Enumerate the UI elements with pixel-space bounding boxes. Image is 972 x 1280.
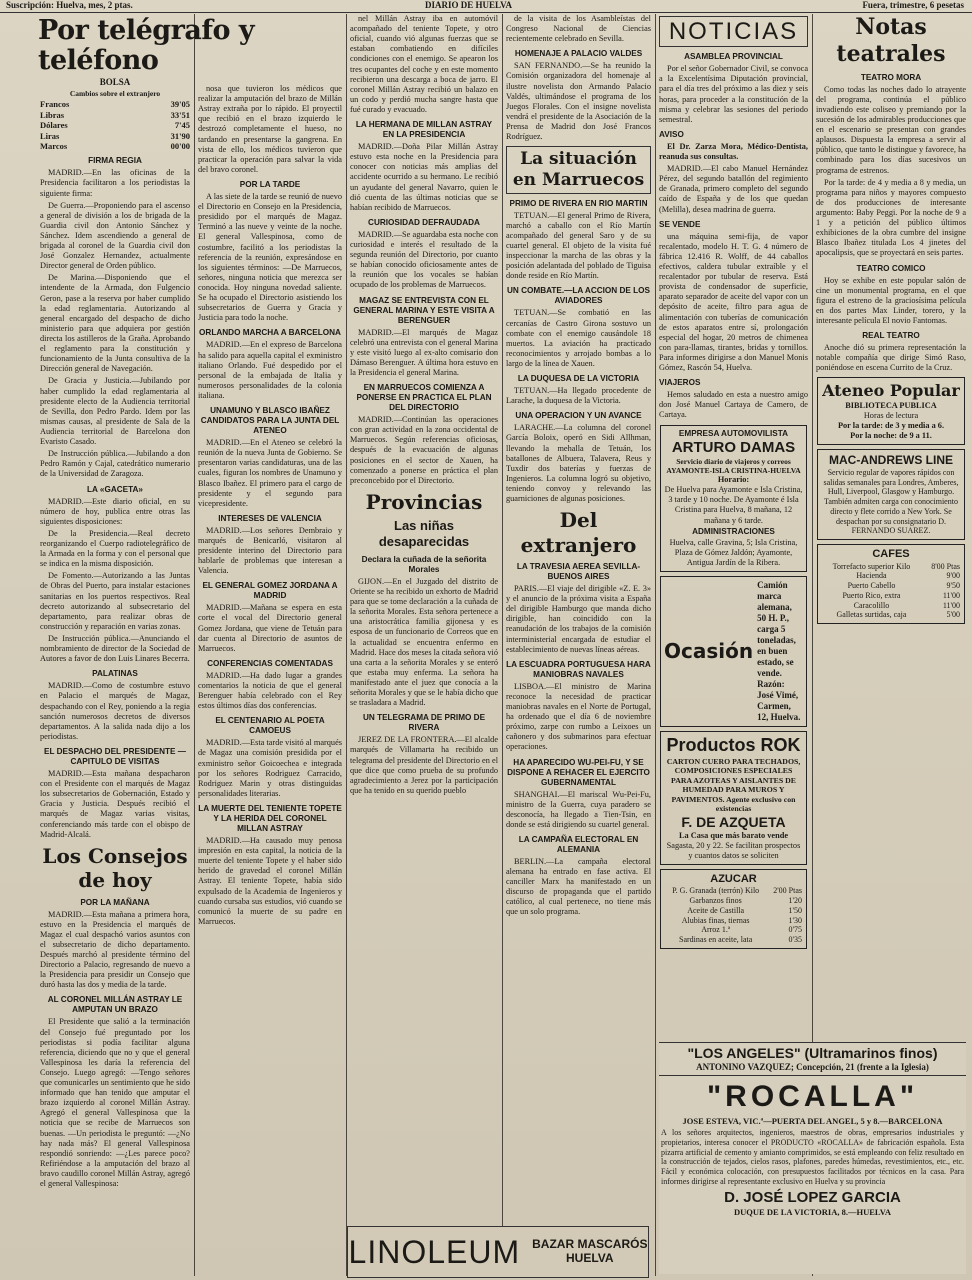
- ad-title: "ROCALLA": [706, 1080, 919, 1114]
- table-row: Arroz 1.ª 0'75: [701, 925, 802, 935]
- table-row: Sardinas en aceite, lata 0'35: [679, 935, 802, 945]
- ad-text: Por la noche: de 9 a 11.: [850, 431, 932, 441]
- article-heading: LA CAMPAÑA ELECTORAL EN ALEMANIA: [518, 834, 639, 854]
- article-paragraph: MADRID.—Esta mañana a primera hora, estuvo en la Presidencia el marqués de Magaz el cual despachó varios asuntos con el subsecretario de dicho departamento. Después marchó al presidente término del Directorio a Palacio, regresando de nuevo a la Presidencia para presidir un Consejo que duró hasta las dos y media de la tarde.: [40, 909, 190, 990]
- noticias-title: NOTICIAS: [659, 16, 808, 47]
- ad-heading: EMPRESA AUTOMOVILISTA: [678, 428, 789, 438]
- table-row: Galletas surtidas, caja 5'00: [836, 610, 960, 620]
- article-heading: FIRMA REGIA: [88, 156, 142, 166]
- notas-title: Notas teatrales: [836, 14, 946, 67]
- column-5: [659, 14, 808, 945]
- article-heading: UNA OPERACION Y UN AVANCE: [515, 411, 642, 421]
- article-paragraph: MADRID.—Este diario oficial, en su número de hoy, publica entre otras las siguientes disposiciones:: [40, 496, 190, 526]
- article-paragraph: Hoy se exhibe en este popular salón de cine un monumental programa, en el que figura el estreno de la graciosísima película en dos partes Max Linder, torero, y la interesante película El novio Fantomas.: [816, 275, 966, 325]
- article-paragraph: SHANGHAI.—El mariscal Wu-Pei-Fu, ministro de la Guerra, cuya paradero se desconocía, ha llegado a Tien-Tsin, en donde se está dirigiendo su cuartel general.: [506, 789, 651, 829]
- article-heading: HA APARECIDO WU-PEI-FU, Y SE DISPONE A REHACER EL EJERCITO GUBERNAMENTAL: [507, 757, 650, 787]
- article-heading: INTERESES DE VALENCIA: [218, 513, 322, 523]
- article-heading: UN TELEGRAMA DE PRIMO DE RIVERA: [362, 713, 486, 733]
- ad-address: DUQUE DE LA VICTORIA, 8.—HUELVA: [734, 1206, 891, 1217]
- ad-title: LINOLEUM: [348, 1233, 521, 1270]
- article-paragraph: De la Presidencia.—Real decreto reorganizando el Cuerpo radiotelegráfico de la Armada en la forma y con el personal que se indica en la misma disposición.: [40, 528, 190, 569]
- article-paragraph: MADRID.—El cabo Manuel Hernández Pérez, del segundo batallón del regimiento de Granada, primero completo del segundo caído de España y de los que quedan (Melilla), desea madrina de guerra.: [659, 164, 808, 214]
- ad-text: [532, 1238, 647, 1266]
- article-heading: EL CENTENARIO AL POETA CAMOEUS: [215, 716, 325, 736]
- article-paragraph: MADRID.—Como de costumbre estuvo en Palacio el marqués de Magaz, despachando con el Rey, poniendo a la regia sanción numerosos decretos de diversos departamentos. A la salida nada dijo a los periodistas.: [40, 681, 190, 741]
- article-heading: UN COMBATE.—LA ACCION DE LOS AVIADORES: [507, 286, 650, 306]
- ateneo-ad: [817, 377, 965, 445]
- ad-label: ADMINISTRACIONES: [692, 526, 775, 536]
- ad-text: CARTON CUERO PARA TECHADOS, COMPOSICIONES ESPECIALES PARA AZOTEAS Y AISLANTES DE HUMEDAD PARA MUROS Y PAVIMENTOS. Agente exclusivo con existencias: [666, 756, 801, 814]
- table-row: Caracolillo 11'00: [853, 600, 960, 610]
- article-paragraph: MADRID.—En las oficinas de la Presidencia facilitaron a los periodistas la siguiente firma:: [40, 168, 190, 198]
- bolsa-heading: BOLSA: [99, 77, 131, 88]
- article-heading: CURIOSIDAD DEFRAUDADA: [368, 217, 480, 227]
- telegraph-title: Por telégrafo y teléfono: [38, 15, 255, 76]
- article-heading: EL DESPACHO DEL PRESIDENTE —CAPITULO DE VISITAS: [44, 746, 186, 766]
- azucar-ad: [660, 869, 807, 949]
- ad-text: JOSE ESTEVA, VIC.ª—PUERTA DEL ANGEL, 5 y 8.—BARCELONA: [682, 1115, 943, 1126]
- article-heading: TEATRO MORA: [860, 72, 922, 82]
- article-paragraph: nel Millán Astray iba en automóvil acompañado del teniente Topete, y otro oficial, cuando vió algunas fuerzas que se estaban combatiendo en difíciles condiciones con el enemigo. Se apearon los tres ocupantes del coche y en este momento recibieron una descarga a boca de jarro. El coronel Millán Astray recibió un balazo en un codo y perdió mucha sangre hasta que fué curado y evacuado.: [350, 14, 498, 114]
- table-row: Puerto Cabello 9'50: [847, 581, 960, 591]
- ad-text: Huelva, calle Gravina, 5; Isla Cristina, Plaza de Gómez Jaldón; Ayamonte, Antigua Jardín de la Ribera.: [669, 537, 798, 567]
- article-heading: POR LA MAÑANA: [80, 897, 150, 907]
- ad-title: Productos ROK: [666, 734, 801, 755]
- article-paragraph: MADRID.—Se aguardaba esta noche con curiosidad e interés el resultado de la segunda reunión del Directorio, por cuanto se habían conocido oficiosamente antes de la reunión que los vocales se habían ocupado de los problemas de Marruecos.: [350, 229, 498, 290]
- article-heading: AVISO: [659, 129, 684, 139]
- article-paragraph: SAN FERNANDO.—Se ha reunido la Comisión organizadora del homenaje al ilustre novelista don Armando Palacio Valdés, ultimándose el programa de los Juegos Florales. Con el insigne novelista vendrá el presidente de la Asociación de la Prensa de Madrid don José Francos Rodríguez.: [506, 61, 651, 142]
- article-paragraph: Por el señor Gobernador Civil, se convoca a la Excelentísima Diputación provincial, para el día tres del próximo a las diez y seis horas, para proceder a la constitución de la misma y celebrar las sesiones del periodo semestral.: [659, 64, 808, 124]
- column-3: [350, 14, 498, 1222]
- ad-address: Sagasta, 20 y 22. Se facilitan prospectos y cuantos datos se soliciten: [666, 840, 801, 860]
- article-paragraph: De Fomento.—Autorizando a las Juntas de Obras del Puerto, para instalar estaciones sanitarias en los puertos respectivos. Real decreto autorizando al subsecretario del departamento, para realizar obras de construcción y reparación en varias zonas.: [40, 571, 190, 631]
- column-6: [816, 14, 966, 934]
- article-paragraph: de la visita de los Asambleístas del Congreso Nacional de Ciencias recientemente celebrado en Sevilla.: [506, 14, 651, 44]
- article-heading: LA DUQUESA DE LA VICTORIA: [517, 374, 640, 384]
- article-paragraph: GIJON.—En el Juzgado del distrito de Oriente se ha recibido un exhorto de Madrid para que se tome declaración a la cuñada de la señorita Morales. Esta señora pertenece a una aristocrática familia gijonesa y es esposa de un funcionario de Correos que en la actualidad se encuentra enfermo en Madrid. Hace dos meses la citada señora vió una carta a la señorita Morales y se enteró que estaba muy enferma. La señora ha manifestado ante el juez que conocía a la señorita Morales y que se le había dicho que se trasladara a Madrid.: [350, 576, 498, 708]
- article-heading: LA TRAVESIA AEREA SEVILLA-BUENOS AIRES: [516, 561, 641, 581]
- table-row: Aceite de Castilla 1'50: [687, 905, 802, 915]
- article-heading: REAL TEATRO: [862, 331, 920, 341]
- article-heading: LA «GACETA»: [87, 484, 143, 494]
- bolsa-subheading: Cambios sobre el extranjero: [69, 89, 161, 99]
- extranjero-title: Del extranjero: [520, 508, 637, 557]
- table-row: Garbanzos finos 1'20: [689, 896, 802, 906]
- column-rule: [502, 14, 503, 1276]
- article-paragraph: El Dr. Zarza Mora, Médico-Dentista, reanuda sus consultas.: [659, 141, 808, 162]
- ad-title: AZUCAR: [710, 872, 757, 885]
- article-paragraph: MADRID.—Ha causado muy penosa impresión en esta capital, la noticia de la muerte del teniente Topete y el haber sido herido de gravedad el coronel Millán Astray. El teniente Topete, había sido expulsado de la Academia de Ingenieros y cuando cursaba sus estudios, vió cuando se comunicó la muerte de su padre en Marruecos.: [198, 836, 342, 926]
- article-paragraph: TETUAN.—Se combatió en las cercanías de Castro Girona sostuvo un combate con el enemigo causándole 18 muertos. La aviación ha practicado reconocimientos y arrojado bombas a lo largo de la línea de Xauen.: [506, 308, 651, 368]
- article-heading: AL CORONEL MILLÁN ASTRAY LE AMPUTAN UN BRAZO: [47, 995, 183, 1015]
- article-paragraph: Por la tarde: de 4 y media a 8 y media, un programa para niños y mayores compuesto de dos producciones de interesante argumento: Baby Peggi. Por la noche de 9 a 1 y a petición del público últimos exhibiciones de la obra cumbre del insigne Blasco Ibañez titulada Los 4 jinetes del apocalipsis, que se proyectará en seis partes.: [816, 177, 966, 258]
- table-row: Dólares 7'45: [40, 120, 190, 131]
- article-heading: TEATRO COMICO: [856, 263, 926, 273]
- table-row: Puerto Rico, extra 11'00: [842, 590, 960, 600]
- table-row: Liras 31'90: [40, 130, 190, 141]
- ad-label: Horario:: [717, 475, 750, 485]
- provincias-subtitle: Las niñas desaparecidas: [378, 518, 470, 550]
- ad-text: ANTONINO VAZQUEZ; Concepción, 21 (frente a la Iglesia): [696, 1062, 929, 1073]
- article-paragraph: MADRID.—Esta tarde visitó al marqués de Magaz una comisión presidida por el exministro señor Goicoechea e integrada por los señores Rodriguez Carracido, Rodriguez Marin y otras distinguidas personalidades literarias.: [198, 738, 342, 798]
- column-rule: [194, 14, 195, 1276]
- column-rule: [655, 14, 656, 1276]
- article-paragraph: MADRID.—Ha dado lugar a grandes comentarios la noticia de que el general Berenguer había celebrado con el Rey estos últimos días dos conferencias.: [198, 670, 342, 711]
- article-heading: LA HERMANA DE MILLAN ASTRAY EN LA PRESIDENCIA: [355, 120, 493, 140]
- table-row: Libras 33'51: [40, 109, 190, 120]
- article-paragraph: De Gracia y Justicia.—Jubilando por haber cumplido la edad reglamentaria al presidente electo de la Audiencia territorial de Sevilla, don Pedro Pardo. Idem por las mismas causas, al presidente de Sala de la Audiencia territorial de Barcelona don Evaristo Casado.: [40, 376, 190, 447]
- column-4: [506, 14, 651, 1222]
- table-row: Francos 39'05: [40, 99, 190, 110]
- article-paragraph: JEREZ DE LA FRONTERA.—El alcalde marqués de Villamarta ha recibido un telegrama del presidente del Directorio en el que dice que como prueba de su profundo agradecimiento a Jerez por la participación que ha tenido en su querido pueblo: [350, 735, 498, 795]
- article-paragraph: LISBOA.—El ministro de Marina reconoce la necesidad de practicar maniobras navales en el Norte de Portugal, ha ordenado que el día 6 de noviembre próximo, zarpe con rumbo a Leixoes un cañonero y dos submarinos para efectuar operaciones.: [506, 681, 651, 752]
- newspaper-name: DIARIO DE HUELVA: [425, 0, 513, 10]
- article-heading: PRIMO DE RIVERA EN RIO MARTIN: [509, 198, 648, 208]
- ad-text: Camión marca alemana, 50 H. P., carga 5 toneladas, en buen estado, se vende. Razón: José Vimé, Carmen, 12, Huelva.: [757, 580, 801, 722]
- bottom-ads: [659, 1042, 966, 1274]
- article-paragraph: MADRID.—Esta mañana despacharon con el Presidente con el marqués de Magaz los subsecretarios de Gobernación, Estado y Gracia y Justicia. Después recibió el marqués de Magaz varias visitas, conferenciando más tarde con el obispo de Madrid-Alcalá.: [40, 768, 190, 839]
- table-row: Alubias finas, tiernas 1'30: [681, 915, 802, 925]
- ad-text: A los señores arquitectos, ingenieros, maestros de obras, empresarios industriales y propietarios, interesa conocer el PRODUCTO «ROCALLA» de fabricación española. Esta pizarra artificial de cemento y amianto comprimidos, se está empleando con feliz resultado en la construcción de tejados, cielos rasos, plafones, paredes húmedas, revestimientos, etc., etc. Fácil y económica colocación, con presupuestos facilitados por técnicos en la casa. Para informes dirigirse al representante exclusivo en Huelva y su provincia: [661, 1128, 964, 1186]
- column-2: [198, 84, 342, 1276]
- subscription-outside: Fuera, trimestre, 6 pesetas: [862, 0, 964, 10]
- cafes-ad: [817, 544, 965, 624]
- article-paragraph: Como todas las noches dado lo atrayente del programa, continúa el público invadiendo este coliseo y premiando por la sucesión de los admirables producciones que en el escenario se presentan con grandes aplausos. Dispuesta la empresa a servir al público, que tanto le distingue y favorece, ha combinado para los días sucesivos un programa de estrenos.: [816, 84, 966, 175]
- article-heading: ORLANDO MARCHA A BARCELONA: [199, 328, 341, 338]
- ad-title: Ateneo Popular: [822, 381, 960, 401]
- column-1: [38, 14, 255, 1276]
- mac-andrews-ad: [817, 449, 965, 540]
- ad-title: CAFES: [872, 548, 910, 561]
- article-paragraph: LARACHE.—La columna del coronel García Boloix, operó en Sidi Allhman, llevando la mehalla de Tetuán, los batallones de Albuera, Talavera, Reus y Tuxdir dos baterías y fuerzas de Ingenieros. La columna logró su objetivo, teniendo convoy y relevando las guarniciones de algunas posiciones.: [506, 423, 651, 504]
- provincias-title: Provincias: [365, 489, 483, 514]
- subscription-local: Suscripción: Huelva, mes, 2 ptas.: [6, 0, 133, 10]
- rocalla-ad: [659, 1076, 966, 1217]
- ad-subtitle: Servicio diario de viajeros y correos AYAMONTE-ISLA CRISTINA-HUELVA: [666, 456, 801, 475]
- article-paragraph: De Marina.—Disponiendo que el intendente de la Armada, don Fulgencio Geron, pase a la reserva por haber cumplido la edad reglamentaria. Autorizando al general encargado del despacho de dicho ministerio para que adquiera por gestión directa los astilleros de la Graña. Aprobando el reglamento para la constitución y funcionamiento de la Junta consultiva de la Dirección general de Navegación.: [40, 273, 190, 374]
- article-heading: POR LA TARDE: [239, 179, 301, 189]
- article-heading: PALATINAS: [92, 669, 138, 679]
- article-heading: MAGAZ SE ENTREVISTA CON EL GENERAL MARINA Y ESTE VISITA A BERENGUER: [353, 295, 495, 325]
- article-paragraph: Anoche dió su primera representación la notable compañía que dirige Simó Raso, poniéndose en escena Currito de la Cruz.: [816, 343, 966, 373]
- article-paragraph: MADRID.—En el expreso de Barcelona ha salido para aquella capital el exministro italiano Orlando. Fué despedido por el personal de la embajada de Italia y numerosos personalidades de la colonia italiana.: [198, 340, 342, 400]
- ad-agent: D. JOSÉ LOPEZ GARCIA: [724, 1188, 901, 1206]
- article-paragraph: El Presidente que salió a la terminación del Consejo fué preguntado por los periodistas si podía facilitar alguna referencia, diciendo que no y que el general Vallespinosa les daría la referencia del Consejo. Luego agregó: —Tengo señores que comunicarles un sentimiento que he sido informado que han tenido que amputar el brazo izquierdo al coronel Millán Astray. Agregó el general Vallespinosa que la noticia que se recibe de Marruecos son buenas. —Un periodista le preguntó: —¿No hay nada más? El general Vallespinosa respondió sonriendo: —¿Les parece poco? Refiriéndose a la amputación del brazo al bravo caudillo coronel Millán Astray, agregó el general Vallespinosa:: [40, 1017, 190, 1189]
- article-heading: VIAJEROS: [659, 378, 701, 388]
- arturo-damas-ad: [660, 425, 807, 572]
- article-paragraph: MADRID.—Mañana se espera en esta corte el vocal del Directorio general Gomez Jordana, que viene de Tetuán para dar cuenta al Directorio de asuntos de Marruecos.: [198, 603, 342, 653]
- ad-title: "LOS ANGELES" (Ultramarinos finos): [687, 1045, 938, 1061]
- ad-shop-name: BAZAR MASCARÓS: [532, 1237, 648, 1252]
- article-paragraph: Hemos saludado en esta a nuestro amigo don José Manuel Cartaya de Camero, de Cartaya.: [659, 390, 808, 420]
- ad-text: De Huelva para Ayamonte e Isla Cristina, 3 tarde y 10 noche. De Ayamonte é Isla Cristina para Huelva, 8 mañana, 12 mañana y 6 tarde.: [664, 485, 803, 525]
- article-paragraph: De Guerra.—Proponiendo para el ascenso a general de división a los de brigada de la Guardia civil don Antonio Sánchez y Sánchez. Idem ascendiendo a general de brigada al coronel de la Guardia civil don José Gonzalez Hernandez, actualmente Director general de Orden público.: [40, 200, 190, 271]
- consejos-title: Los Consejos de hoy: [42, 843, 188, 893]
- masthead: [0, 0, 972, 13]
- article-paragraph: MADRID.—Doña Pilar Millán Astray estuvo esta noche en la Presidencia para conocer con noticias más amplias del accidente ocurrido a su hermano. Le recibió un ayudante del general Navarro, quien le dió cuenta de las últimas noticias que se habían recibido de Marruecos.: [350, 142, 498, 212]
- ad-title: ARTURO DAMAS: [671, 438, 796, 456]
- ad-text: Por la tarde: de 3 y media a 6.: [837, 421, 945, 431]
- article-paragraph: PARIS.—El viaje del dirigible «Z. E. 3» y el anuncio de la próxima visita a España del dirigible Hamburgo que manda dicho dirigible, han coincidido con la reanudación de los trabajos de la comisión interministerial encargada de estudiar el establecimiento de nuevas líneas aéreas.: [506, 583, 651, 654]
- article-heading: ASAMBLEA PROVINCIAL: [684, 52, 783, 62]
- article-heading: SE VENDE: [659, 219, 701, 229]
- article-paragraph: MADRID.—Continúan las operaciones con gran actividad en la zona occidental de Marruecos. Según referencias oficiosas, después de la evacuación de algunas posiciones en el sector de Xauen, ha comenzado a ponerse en práctica el plan preconcebido por el Directorio.: [350, 415, 498, 485]
- ad-agent: F. DE AZQUETA: [681, 813, 786, 830]
- article-paragraph: una máquina semi-fija, de vapor recalentado, modelo H. T. G. 4 número de fábrica 12.416 R. Wolff, de 44 caballos efectivos, caldera tubular extraíble y el recalentador por tubular de reserva. Está provista de condensador de superficie, aparato separador de aceite del vapor con un depósito de aceite, filtro para agua de alimentación con tuberías de comunicación de estos aparatos entre sí, prolongación especial del hogar, 20 metros de chimenea con para-llamas, tirantes, bridas y tornillos. Para informes dirigirse a don Manuel Monis Gómez, Rascón 54, Huelva.: [659, 231, 808, 373]
- article-heading: EL GENERAL GOMEZ JORDANA A MADRID: [202, 581, 338, 601]
- article-heading: HOMENAJE A PALACIO VALDES: [514, 49, 643, 59]
- table-row: Torrefacto superior Kilo 8'00 Ptas: [832, 561, 960, 571]
- article-heading: LA MUERTE DEL TENIENTE TOPETE Y LA HERIDA DEL CORONEL MILLAN ASTRAY: [198, 804, 342, 834]
- article-heading: EN MARRUECOS COMIENZA A PONERSE EN PRACTICA EL PLAN DEL DIRECTORIO: [356, 383, 492, 413]
- table-row: Marcos 00'00: [40, 140, 190, 151]
- table-row: Hacienda 9'00: [856, 571, 960, 581]
- article-paragraph: MADRID.—En el Ateneo se celebró la reunión de la nueva Junta de Gobierno. Se presentaron varias candidaturas, una de las cuales, figuran los nombres de Unamuno y Blasco Ibañez. El primero para el cargo de presidente y el segundo para vicepresidente.: [198, 438, 342, 508]
- article-heading: LA ESCUADRA PORTUGUESA HARA MANIOBRAS NAVALES: [506, 659, 651, 679]
- article-heading: UNAMUNO Y BLASCO IBAÑEZ CANDIDATOS PARA LA JUNTA DEL ATENEO: [200, 406, 340, 436]
- ad-subtitle: BIBLIOTECA PUBLICA: [845, 400, 937, 410]
- ad-text: Horas de lectura: [863, 411, 919, 421]
- ad-note: La Casa que más barato vende: [678, 830, 789, 840]
- price-table: [664, 886, 803, 945]
- article-paragraph: BERLIN.—La campaña electoral alemana ha entrado en fase activa. El canciller Marx ha manifestado en un discurso de propaganda que el partido católico, al cual pertenece, no tiene más que un solo programa.: [506, 856, 651, 917]
- exchange-rates-table: [40, 99, 190, 151]
- situacion-title: La situación en Marruecos: [506, 146, 651, 193]
- article-paragraph: De Instrucción pública.—Jubilando a don Pedro Ramón y Cajal, catedrático numerario de la Universidad de Zaragoza.: [40, 449, 190, 479]
- price-table: [821, 562, 961, 621]
- article-heading: CONFERENCIAS COMENTADAS: [207, 658, 333, 668]
- table-row: P. G. Granada (terrón) Kilo 2'00 Ptas: [672, 886, 802, 896]
- column-rule: [346, 14, 347, 1276]
- article-heading: Declara la cuñada de la señorita Morales: [361, 554, 487, 574]
- article-paragraph: MADRID.—Los señores Dembraio y marqués de Benicarló, visitaron al presidente interino del Directorio para hablarle de problemas que interesan a Valencia.: [198, 525, 342, 576]
- article-paragraph: MADRID.—El marqués de Magaz celebró una entrevista con el general Marina y este visitó luego al ex-alto comisario don Dámaso Berenguer. A última hora estuvo en la Presidencia el general Marina.: [350, 327, 498, 377]
- article-paragraph: TETUAN.—El general Primo de Rivera, marchó a caballo con el Río Martín acompañado del general Saro y de su cuartel general. El objeto de la visita fué inspeccionar la marcha de las obras y la posición adelantada del poblado de Tiguisa donde reside en Río Martín.: [506, 210, 651, 281]
- article-paragraph: nosa que tuvieron los médicos que realizar la amputación del brazo de Millán Astray extraña por lo rápido. El proyectil que recibió en el brazo izquierdo le destrozó completamente el hueso, no tardando en presentarse la gangrena. En vista de ello, los médicos tuvieron que practicar la operación para salvar la vida del bravo coronel.: [198, 84, 342, 174]
- ad-title: MAC-ANDREWS LINE: [829, 453, 953, 468]
- linoleum-ad: [347, 1226, 649, 1278]
- ad-city: HUELVA: [566, 1251, 614, 1265]
- ad-text: Servicio regular de vapores rápidos con salidas semanales para Londres, Amberes, Hull, Liverpool, Glasgow y Hamburgo. También admiten carga con conocimiento directo y flete corrido a New York. Se despachan por su consignatario D. FERNANDO SUAREZ.: [823, 467, 959, 536]
- rok-ad: [660, 731, 807, 865]
- article-paragraph: TETUAN.—Ha llegado procedente de Larache, la duquesa de la Victoria.: [506, 386, 651, 406]
- los-angeles-ad: [659, 1042, 966, 1076]
- article-paragraph: De Instrucción pública.—Anunciando el nombramiento de director de la Sociedad de Autores a favor de don Luis Linares Becerra.: [40, 633, 190, 664]
- ocasion-ad: [660, 576, 807, 727]
- article-paragraph: A las siete de la tarde se reunió de nuevo el Directorio en Consejo en la Presidencia, presidido por el marqués de Magaz. Terminó a las nueve y veinte de la noche. El general Vallespinosa, como de costumbre, facilitó a los periodistas la referencia de la reunión, expresándose en los siguientes términos: —De Marruecos, señores, ninguna noticia que merezca ser conocida. Hoy ninguna novedad saliente. Se ha ocupado el Directorio asistiendo los subsecretarios de Guerra y Gracia y Justicia para todo la noche.: [198, 191, 342, 323]
- ad-title: Ocasión: [664, 639, 754, 664]
